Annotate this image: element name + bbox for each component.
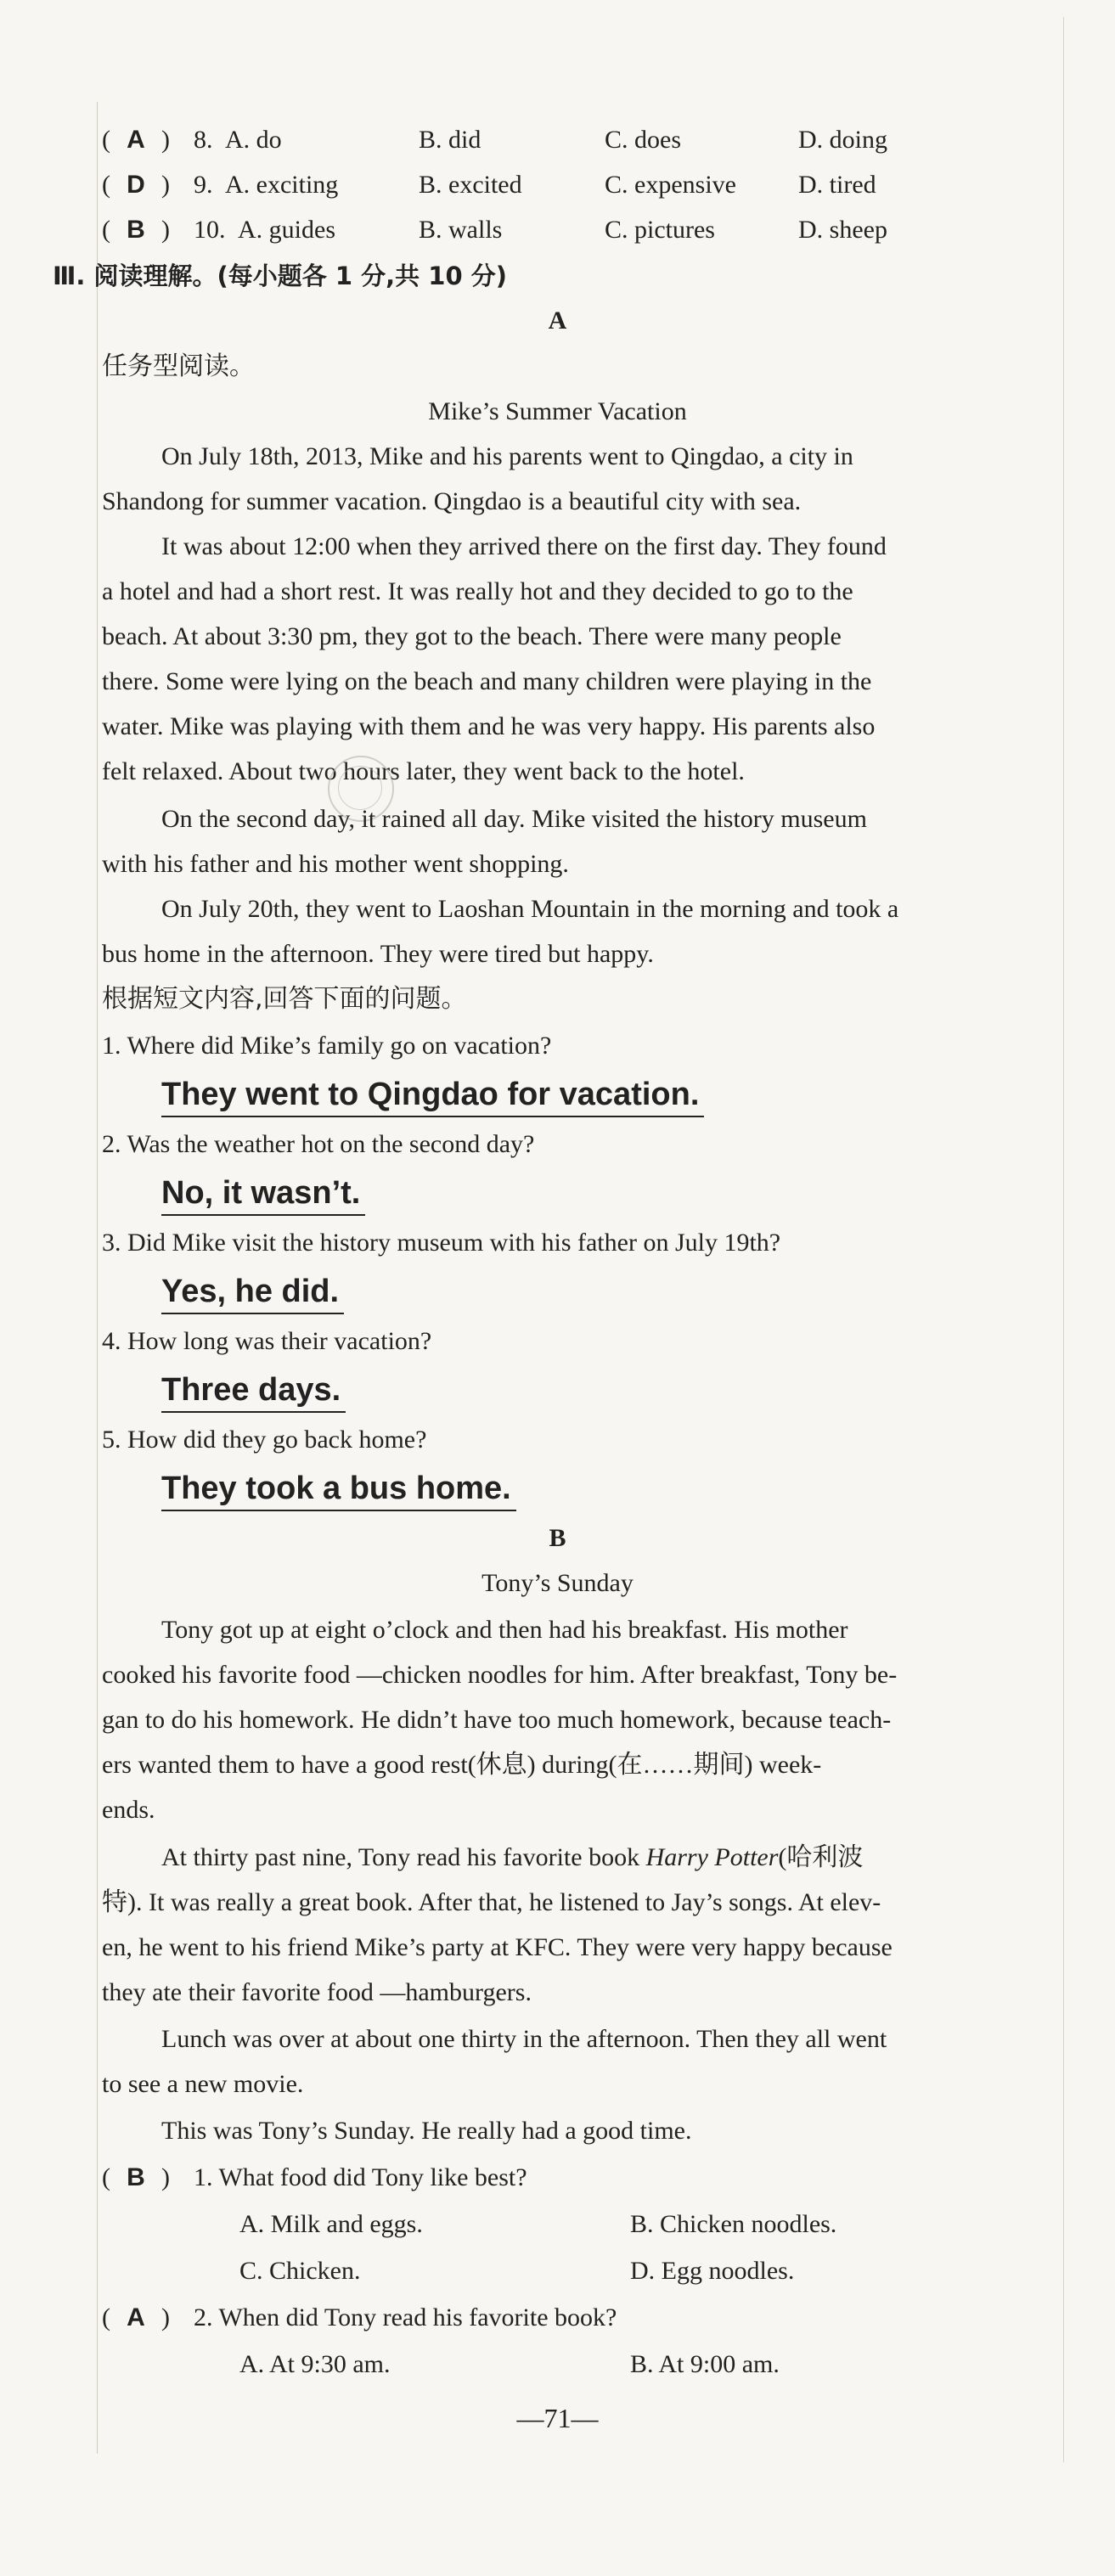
answer-letter: A: [127, 126, 145, 154]
question-b1: ( B ) 1. What food did Tony like best?: [102, 2161, 1062, 2195]
handwritten-answer-5: They took a bus home.: [161, 1467, 516, 1511]
passage-a-line: with his father and his mother went shopping.: [102, 850, 569, 878]
book-title: Harry Potter: [645, 1843, 779, 1871]
passage-a-line: a hotel and had a short rest. It was really hot and they decided to go to the: [102, 577, 853, 605]
answer-letter: A: [127, 2303, 145, 2331]
option-b: B. Chicken noodles.: [630, 2210, 837, 2238]
question-b2: ( A ) 2. When did Tony read his favorite book?: [102, 2301, 1062, 2335]
passage-b-line: en, he went to his friend Mike’s party at KFC. They were very happy because: [102, 1933, 893, 1961]
passage-b-line: ends.: [102, 1796, 155, 1824]
question-a3: 3. Did Mike visit the history museum with his father on July 19th?: [102, 1229, 781, 1257]
handwritten-answer-1: They went to Qingdao for vacation.: [161, 1073, 704, 1117]
mc-item-8: ( A ) 8. A. do B. did C. does D. doing: [102, 123, 1062, 157]
option-c: C. pictures: [605, 216, 715, 244]
passage-b-line: 特). It was really a great book. After that, he listened to Jay’s songs. At elev-: [102, 1888, 881, 1916]
part-a-label: A: [548, 307, 567, 335]
task-label: 任务型阅读。: [102, 352, 255, 381]
answer-letter: D: [127, 171, 145, 199]
answer-letter: B: [127, 2163, 145, 2191]
passage-b-title: Tony’s Sunday: [481, 1569, 634, 1597]
answer-letter: B: [127, 216, 145, 244]
option-a: A. Milk and eggs.: [239, 2210, 423, 2238]
options-row: [102, 2348, 1062, 2382]
question-a4: 4. How long was their vacation?: [102, 1327, 432, 1355]
passage-a-line: On July 18th, 2013, Mike and his parents went to Qingdao, a city in: [161, 442, 853, 470]
passage-a-line: there. Some were lying on the beach and many children were playing in the: [102, 667, 872, 695]
handwritten-answer-3: Yes, he did.: [161, 1270, 344, 1314]
right-margin-line: [1063, 17, 1064, 2462]
question-a5: 5. How did they go back home?: [102, 1426, 427, 1454]
passage-a-line: felt relaxed. About two hours later, they went back to the hotel.: [102, 757, 745, 785]
passage-a-line: beach. At about 3:30 pm, they got to the beach. There were many people: [102, 622, 842, 650]
passage-b-line: to see a new movie.: [102, 2070, 304, 2098]
mc-number: 9.: [194, 171, 213, 199]
option-b: B. excited: [419, 171, 522, 199]
mc-item-9: ( D ) 9. A. exciting B. excited C. expensive D. tired: [102, 168, 1062, 202]
passage-b-line: ers wanted them to have a good rest(休息) during(在……期间) week-: [102, 1751, 822, 1779]
passage-b-line: This was Tony’s Sunday. He really had a good time.: [161, 2117, 692, 2145]
passage-b-line: gan to do his homework. He didn’t have too much homework, because teach-: [102, 1706, 892, 1734]
option-a: A. guides: [238, 216, 335, 244]
page-number: —71—: [516, 2403, 599, 2433]
option-a: A. do: [225, 126, 282, 154]
option-a: A. exciting: [225, 171, 339, 199]
passage-a-line: On July 20th, they went to Laoshan Mountain in the morning and took a: [161, 895, 899, 923]
option-b: B. did: [419, 126, 481, 154]
option-d: D. sheep: [798, 216, 887, 244]
mc-number: 8.: [194, 126, 213, 154]
part-b-label: B: [549, 1524, 566, 1552]
handwritten-answer-2: No, it wasn’t.: [161, 1172, 365, 1216]
passage-a-line: On the second day, it rained all day. Mike visited the history museum: [161, 805, 867, 833]
option-b: B. At 9:00 am.: [630, 2350, 780, 2378]
passage-b-line: cooked his favorite food —chicken noodles for him. After breakfast, Tony be-: [102, 1661, 898, 1689]
passage-b-text: At thirty past nine, Tony read his favorite book: [161, 1843, 640, 1871]
passage-a-line: It was about 12:00 when they arrived there on the first day. They found: [161, 532, 887, 560]
left-margin-line: [97, 102, 98, 2454]
option-d: D. doing: [798, 126, 887, 154]
question-a1: 1. Where did Mike’s family go on vacation?: [102, 1032, 552, 1060]
passage-a-line: Shandong for summer vacation. Qingdao is a beautiful city with sea.: [102, 487, 802, 515]
section-heading: Ⅲ. 阅读理解。(每小题各 1 分,共 10 分): [53, 262, 507, 290]
passage-a-line: bus home in the afternoon. They were tired but happy.: [102, 940, 654, 968]
option-a: A. At 9:30 am.: [239, 2350, 391, 2378]
option-c: C. expensive: [605, 171, 736, 199]
option-c: C. does: [605, 126, 681, 154]
question-text: 2. When did Tony read his favorite book?: [194, 2303, 617, 2331]
option-b: B. walls: [419, 216, 503, 244]
passage-b-line: Lunch was over at about one thirty in the afternoon. Then they all went: [161, 2025, 887, 2053]
handwritten-answer-4: Three days.: [161, 1369, 346, 1413]
mc-item-10: ( B ) 10. A. guides B. walls C. pictures D. sheep: [102, 213, 1062, 247]
book-title-cn: (哈利波: [778, 1843, 864, 1871]
passage-b-line: [161, 1841, 1115, 1875]
passage-b-line: they ate their favorite food —hamburgers.: [102, 1978, 532, 2006]
question-text: 1. What food did Tony like best?: [194, 2163, 527, 2191]
option-d: D. tired: [798, 171, 876, 199]
passage-b-line: Tony got up at eight o’clock and then had his breakfast. His mother: [161, 1616, 848, 1644]
question-a2: 2. Was the weather hot on the second day?: [102, 1130, 535, 1158]
mc-number: 10.: [194, 216, 226, 244]
passage-a-line: water. Mike was playing with them and he was very happy. His parents also: [102, 712, 876, 740]
instruction: 根据短文内容,回答下面的问题。: [102, 984, 467, 1014]
option-c: C. Chicken.: [239, 2257, 361, 2285]
passage-a-title: Mike’s Summer Vacation: [428, 397, 687, 425]
option-d: D. Egg noodles.: [630, 2257, 795, 2285]
